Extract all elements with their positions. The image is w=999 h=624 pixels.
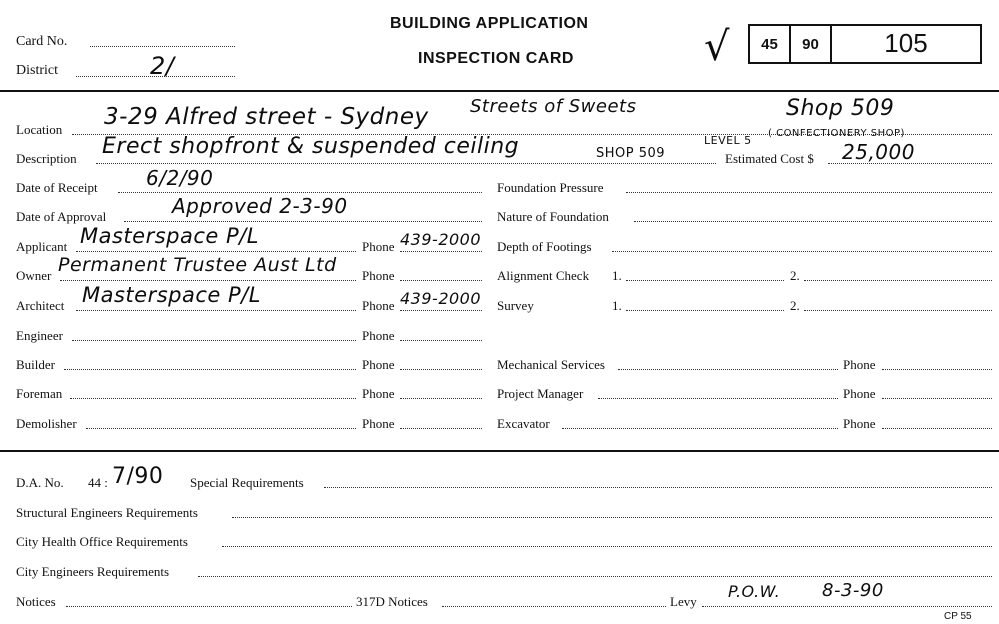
da-prefix: 44 :	[88, 475, 108, 490]
box-number-2: 90	[802, 36, 819, 53]
location-note: Streets of Sweets	[470, 96, 637, 117]
estimated-cost-value: 25,000	[842, 140, 915, 164]
levy-value: P.O.W.	[728, 582, 781, 601]
foreman-label: Foreman	[16, 386, 63, 401]
foundation-pressure-line	[626, 192, 992, 193]
foreman-line	[70, 398, 356, 399]
builder-line	[64, 369, 356, 370]
architect-phone-line	[400, 310, 482, 311]
location-label: Location	[16, 122, 63, 137]
project-manager-phone-label: Phone	[843, 386, 876, 401]
project-manager-label: Project Manager	[497, 386, 584, 401]
demolisher-label: Demolisher	[16, 416, 77, 431]
survey-num-2: 2.	[790, 298, 800, 313]
survey-line-1	[626, 310, 784, 311]
levy-label: Levy	[670, 594, 697, 609]
nature-foundation-line	[634, 221, 992, 222]
excavator-line	[562, 428, 838, 429]
health-line	[222, 546, 992, 547]
notices-label: Notices	[16, 594, 56, 609]
survey-line-2	[804, 310, 992, 311]
applicant-value: Masterspace P/L	[80, 224, 259, 248]
architect-value: Masterspace P/L	[82, 283, 261, 307]
foundation-pressure-label: Foundation Pressure	[497, 180, 604, 195]
project-manager-phone-line	[882, 398, 992, 399]
box-number-1: 45	[761, 36, 778, 53]
da-value: 7/90	[112, 464, 164, 489]
foreman-phone-label: Phone	[362, 386, 395, 401]
applicant-phone-line	[400, 251, 482, 252]
city-engineers-label: City Engineers Requirements	[16, 564, 170, 579]
notices-line	[66, 606, 352, 607]
owner-label: Owner	[16, 268, 52, 283]
architect-phone: 439-2000	[400, 289, 482, 308]
excavator-label: Excavator	[497, 416, 550, 431]
nature-foundation-label: Nature of Foundation	[497, 209, 609, 224]
top-rule	[0, 90, 999, 92]
district-value: 2/	[150, 52, 175, 80]
date-approval-line	[124, 221, 482, 222]
description-shop: SHOP 509	[596, 146, 666, 161]
date-receipt-label: Date of Receipt	[16, 180, 98, 195]
excavator-phone-label: Phone	[843, 416, 876, 431]
card-no-line	[90, 46, 235, 47]
architect-phone-label: Phone	[362, 298, 395, 313]
card-no-label: Card No.	[16, 34, 68, 49]
date-approval-value: Approved 2-3-90	[172, 194, 348, 218]
engineer-phone-label: Phone	[362, 328, 395, 343]
builder-phone-label: Phone	[362, 357, 395, 372]
alignment-num-1: 1.	[612, 268, 622, 283]
project-manager-line	[598, 398, 838, 399]
district-label: District	[16, 63, 58, 78]
levy-date: 8-3-90	[822, 580, 884, 601]
survey-label: Survey	[497, 298, 534, 313]
architect-label: Architect	[16, 298, 65, 313]
date-receipt-value: 6/2/90	[146, 166, 214, 190]
date-receipt-line	[118, 192, 482, 193]
notices-317d-line	[442, 606, 666, 607]
applicant-phone: 439-2000	[400, 230, 482, 249]
builder-label: Builder	[16, 357, 55, 372]
check-mark: √	[704, 24, 730, 70]
survey-num-1: 1.	[612, 298, 622, 313]
mechanical-label: Mechanical Services	[497, 357, 605, 372]
engineer-phone-line	[400, 340, 482, 341]
owner-phone-line	[400, 280, 482, 281]
alignment-num-2: 2.	[790, 268, 800, 283]
excavator-phone-line	[882, 428, 992, 429]
demolisher-phone-label: Phone	[362, 416, 395, 431]
levy-line	[702, 606, 992, 607]
alignment-line-1	[626, 280, 784, 281]
foreman-phone-line	[400, 398, 482, 399]
owner-value: Permanent Trustee Aust Ltd	[58, 254, 337, 276]
engineer-line	[72, 340, 356, 341]
depth-footings-line	[612, 251, 992, 252]
alignment-line-2	[804, 280, 992, 281]
demolisher-line	[86, 428, 356, 429]
estimated-cost-label: Estimated Cost $	[725, 151, 814, 166]
structural-line	[232, 517, 992, 518]
location-value: 3-29 Alfred street - Sydney	[104, 104, 429, 130]
description-type: ( CONFECTIONERY SHOP)	[768, 128, 905, 139]
alignment-check-label: Alignment Check	[497, 268, 590, 283]
title-line-2: INSPECTION CARD	[418, 50, 574, 67]
mechanical-line	[618, 369, 838, 370]
middle-rule	[0, 450, 999, 452]
date-approval-label: Date of Approval	[16, 209, 107, 224]
title-line-1: BUILDING APPLICATION	[390, 15, 589, 32]
form-code: CP 55	[944, 611, 972, 622]
engineer-label: Engineer	[16, 328, 63, 343]
builder-phone-line	[400, 369, 482, 370]
location-shop: Shop 509	[786, 96, 895, 121]
depth-footings-label: Depth of Footings	[497, 239, 592, 254]
da-label: D.A. No.	[16, 475, 64, 490]
city-engineers-line	[198, 576, 992, 577]
notices-317d-label: 317D Notices	[356, 594, 428, 609]
applicant-line	[76, 251, 356, 252]
special-line	[324, 487, 992, 488]
applicant-label: Applicant	[16, 239, 68, 254]
description-line	[96, 163, 716, 164]
demolisher-phone-line	[400, 428, 482, 429]
mechanical-phone-label: Phone	[843, 357, 876, 372]
architect-line	[76, 310, 356, 311]
description-level: LEVEL 5	[704, 134, 752, 147]
applicant-phone-label: Phone	[362, 239, 395, 254]
owner-line	[60, 280, 356, 281]
mechanical-phone-line	[882, 369, 992, 370]
health-label: City Health Office Requirements	[16, 534, 188, 549]
owner-phone-label: Phone	[362, 268, 395, 283]
box-number-3: 105	[884, 28, 928, 58]
special-label: Special Requirements	[190, 475, 304, 490]
structural-label: Structural Engineers Requirements	[16, 505, 198, 520]
description-label: Description	[16, 151, 77, 166]
description-value: Erect shopfront & suspended ceiling	[102, 134, 520, 159]
